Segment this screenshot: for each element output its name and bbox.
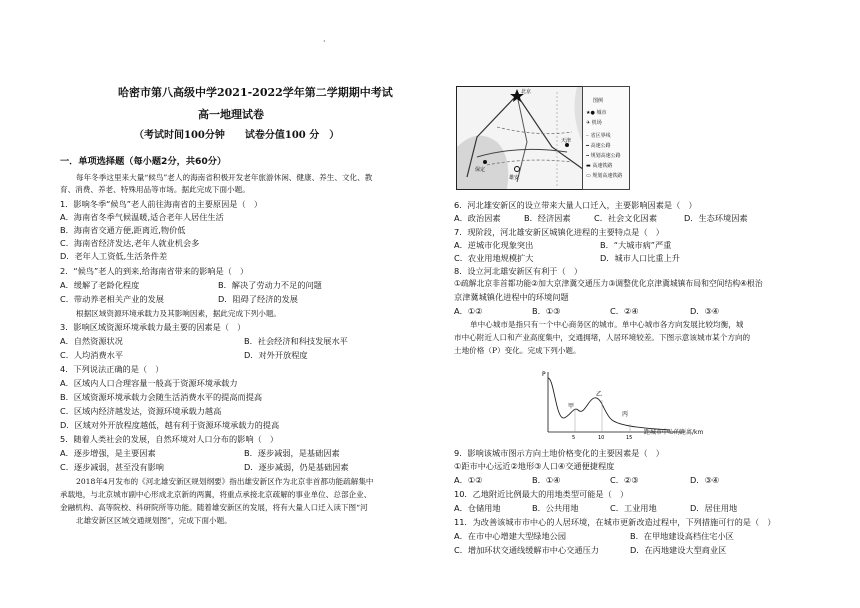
legend-boundary-label: 省区界线: [590, 133, 611, 139]
map-label-xiongan: 雄安: [509, 175, 520, 181]
question-1-option-d[interactable]: D．老年人工资低,生活条件差: [60, 251, 168, 261]
question-11-option-a[interactable]: A．在市中心增建大型绿地公园: [454, 531, 567, 541]
legend-boundary: ┈ 省区界线: [586, 133, 611, 139]
question-2-option-d[interactable]: D．阻碍了经济的发展: [218, 294, 298, 304]
graph-y-label: P: [542, 371, 546, 378]
passage-1-line-2: 育、消费、养老、特殊用品等市场。据此完成下面小题。: [60, 185, 250, 194]
map-label-tianjin: 天津: [561, 138, 572, 144]
terrain-shade: [457, 136, 508, 189]
tick-15: 15: [626, 435, 633, 441]
question-1-option-a[interactable]: A．海南省冬季气候温暖,适合老年人居住生活: [60, 212, 224, 222]
map-legend: [582, 86, 630, 190]
question-11-option-b[interactable]: B．在甲地建设高档住宅小区: [630, 531, 734, 541]
question-6-stem: 6．河北雄安新区的设立带来大量人口迁入，主要影响因素是（ ）: [454, 200, 697, 210]
legend-planned-railway: ▭ 规划高速铁路: [586, 173, 623, 179]
question-6-option-b[interactable]: B．经济因素: [524, 213, 571, 223]
question-5-option-c[interactable]: C．逐步减弱，甚至没有影响: [60, 462, 164, 472]
question-11-option-c[interactable]: C．增加环状交通线缓解市中心交通压力: [454, 545, 599, 555]
question-4-option-d[interactable]: D．区域对外开放程度越低，越有利于资源环境承载力的提高: [60, 420, 280, 430]
question-8-option-b[interactable]: B．①③: [532, 306, 561, 316]
question-1-option-c[interactable]: C．海南省经济发达,老年人就业机会多: [60, 238, 200, 248]
legend-planned-highway: ╍ 规划高速公路: [586, 153, 621, 159]
legend-highway: ━ 高速公路: [586, 143, 611, 149]
question-7-option-a[interactable]: A．逆城市化现象突出: [454, 240, 534, 250]
question-3-option-b[interactable]: B．社会经济和科技发展水平: [244, 336, 348, 346]
question-3-stem: 3．影响区域资源环境承载力最主要的因素是（ ）: [60, 322, 246, 332]
question-2-option-c[interactable]: C．带动养老相关产业的发展: [60, 294, 164, 304]
legend-railway: ▬ 高速铁路: [586, 163, 613, 169]
question-4-option-b[interactable]: B．区域资源环境承载力会随生活消费水平的提高而提高: [60, 392, 263, 402]
legend-city: ★● 城市: [586, 110, 607, 116]
graph-x-label: 距城市中心的距离/km: [644, 429, 704, 436]
question-9-option-c[interactable]: C．②③: [610, 475, 639, 485]
question-10-option-c[interactable]: C．工业用地: [610, 503, 657, 513]
legend-city-label: 城市: [596, 110, 607, 116]
question-3-option-d[interactable]: D．对外开放程度: [244, 350, 308, 360]
question-2-option-a[interactable]: A．缓解了老龄化程度: [60, 280, 140, 290]
question-8-option-d[interactable]: D．③④: [690, 306, 720, 316]
passage-3-line-3: 金融机构、高等院校、科研院所等功能。随着雄安新区的发展，将有大量人口迁入读下图“河: [60, 503, 368, 512]
exam-info: （考试时间100分钟 试卷分值100 分 ）: [134, 130, 340, 141]
city-dot-icon: [515, 167, 520, 172]
question-6-option-d[interactable]: D．生态环境因素: [684, 213, 748, 223]
question-5-option-b[interactable]: B．逐步减弱，是基础因素: [244, 448, 340, 458]
question-4-stem: 4．下列说法正确的是（ ）: [60, 364, 164, 374]
question-9-option-b[interactable]: B．①④: [532, 475, 561, 485]
question-10-stem: 10．乙地附近比例最大的用地类型可能是（ ）: [454, 489, 629, 499]
question-8-statement-1: ①疏解北京非首都功能②加大京津冀交通压力③调整优化京津冀城镇布局和空间结构④根治: [454, 279, 763, 288]
passage-4-line-1: 单中心城市是指只有一个中心商务区的城市。单中心城市各方向发展比较均衡，城: [470, 320, 744, 329]
legend-title: 图例: [593, 98, 604, 104]
question-9-option-d[interactable]: D．③④: [690, 475, 720, 485]
question-7-stem: 7．现阶段，河北雄安新区城镇化进程的主要特点是（ ）: [454, 227, 664, 237]
question-6-option-a[interactable]: A．政治因素: [454, 213, 501, 223]
passage-3-line-2: 承载地，与北京城市副中心形成北京新的两翼，将重点承接北京疏解的事业单位、总部企业、: [60, 490, 372, 499]
point-yi: 乙: [596, 391, 603, 398]
point-jia: 甲: [568, 403, 575, 410]
passage-4-line-2: 市中心附近人口和产业高度集中，交通拥堵，人居环境较差。下图示意该城市某个方向的: [454, 333, 751, 342]
question-8-option-c[interactable]: C．②④: [610, 306, 639, 316]
price-curve: [548, 378, 670, 430]
section-heading: 一．单项选择题（每小题2分，共60分）: [60, 156, 227, 167]
question-8-option-a[interactable]: A．①②: [454, 306, 483, 316]
question-10-option-d[interactable]: D．居住用地: [690, 503, 738, 513]
question-11-stem: 11．为改善该城市市中心的人居环境，在城市更新改造过程中，下列措施可行的是（ ）: [454, 517, 776, 527]
question-11-option-d[interactable]: D．在丙地建设大型商业区: [630, 545, 727, 555]
passage-3-line-1: 2018年4月发布的《河北雄安新区规划纲要》指出雄安新区作为北京非首都功能疏解集中: [76, 477, 374, 486]
question-2-stem: 2．“候鸟”老人的到来,给海南省带来的影响是（ ）: [60, 266, 249, 276]
question-3-option-a[interactable]: A．自然资源状况: [60, 336, 123, 346]
question-9-option-a[interactable]: A．①②: [454, 475, 483, 485]
tick-10: 10: [598, 435, 605, 441]
legend-planned-highway-label: 规划高速公路: [590, 153, 621, 159]
exam-title: 哈密市第八高级中学2021-2022学年第二学期期中考试: [118, 86, 393, 99]
question-3-option-c[interactable]: C．人均消费水平: [60, 350, 124, 360]
question-4-option-a[interactable]: A．区域内人口合理容量一般高于资源环境承载力: [60, 378, 238, 388]
question-6-option-c[interactable]: C．社会文化因素: [594, 213, 658, 223]
passage-1-line-1: 每年冬季这里来大量“候鸟”老人的海南省积极开发老年旅游休闲、健康、养生、文化、教: [76, 173, 373, 182]
tick-5: 5: [572, 435, 576, 441]
passage-3-line-4: 北雄安新区区域交通规划图”，完成下面小题。: [76, 516, 232, 525]
question-5-option-a[interactable]: A．逐步增强，是主要因素: [60, 448, 156, 458]
question-7-option-b[interactable]: B．“大城市病”严重: [600, 240, 672, 250]
legend-railway-label: 高速铁路: [592, 163, 613, 169]
question-8-stem: 8．设立河北雄安新区有利于（ ）: [454, 266, 583, 276]
page-mark: ·: [323, 37, 326, 46]
question-10-option-a[interactable]: A．仓储用地: [454, 503, 501, 513]
question-1-option-b[interactable]: B．海南省交通方便,距离近,物价低: [60, 225, 186, 235]
legend-airport: ✈ 机场: [586, 120, 602, 126]
map-label-baoding: 保定: [475, 167, 486, 173]
point-bing: 丙: [622, 411, 629, 418]
city-dot-icon: [483, 160, 487, 164]
question-7-option-d[interactable]: D．城市人口比重上升: [600, 253, 680, 263]
question-5-option-d[interactable]: D．逐步减弱，仍是基础因素: [244, 462, 349, 472]
question-2-option-b[interactable]: B．解决了劳动力不足的问题: [218, 280, 322, 290]
question-9-stem: 9．影响该城市图示方向土地价格变化的主要因素是（ ）: [454, 448, 664, 458]
legend-highway-label: 高速公路: [590, 143, 611, 149]
legend-airport-label: 机场: [591, 120, 602, 126]
passage-2: 根据区域资源环境承载力及其影响因素，据此完成下列小题。: [76, 309, 282, 318]
exam-subtitle: 高一地理试卷: [198, 108, 264, 121]
map-label-beijing: 北京: [521, 89, 532, 95]
question-9-statement: ①距市中心远近②地形③人口④交通便捷程度: [454, 461, 615, 471]
question-4-option-c[interactable]: C．区域内经济越发达，资源环境承载力越高: [60, 406, 222, 416]
planned-railway-line: [497, 127, 572, 134]
question-7-option-c[interactable]: C．农业用地规模扩大: [454, 253, 534, 263]
question-10-option-b[interactable]: B．公共用地: [532, 503, 579, 513]
question-8-statement-2: 京津冀城镇化进程中的环境问题: [454, 292, 569, 302]
legend-planned-railway-label: 规划高速铁路: [592, 173, 623, 179]
passage-4-line-3: 土地价格（P）变化。完成下列小题。: [454, 346, 581, 355]
question-5-stem: 5．随着人类社会的发展，自然环境对人口分布的影响（ ）: [60, 434, 279, 444]
question-1-stem: 1．影响冬季“候鸟”老人前往海南省的主要原因是（ ）: [60, 199, 263, 209]
